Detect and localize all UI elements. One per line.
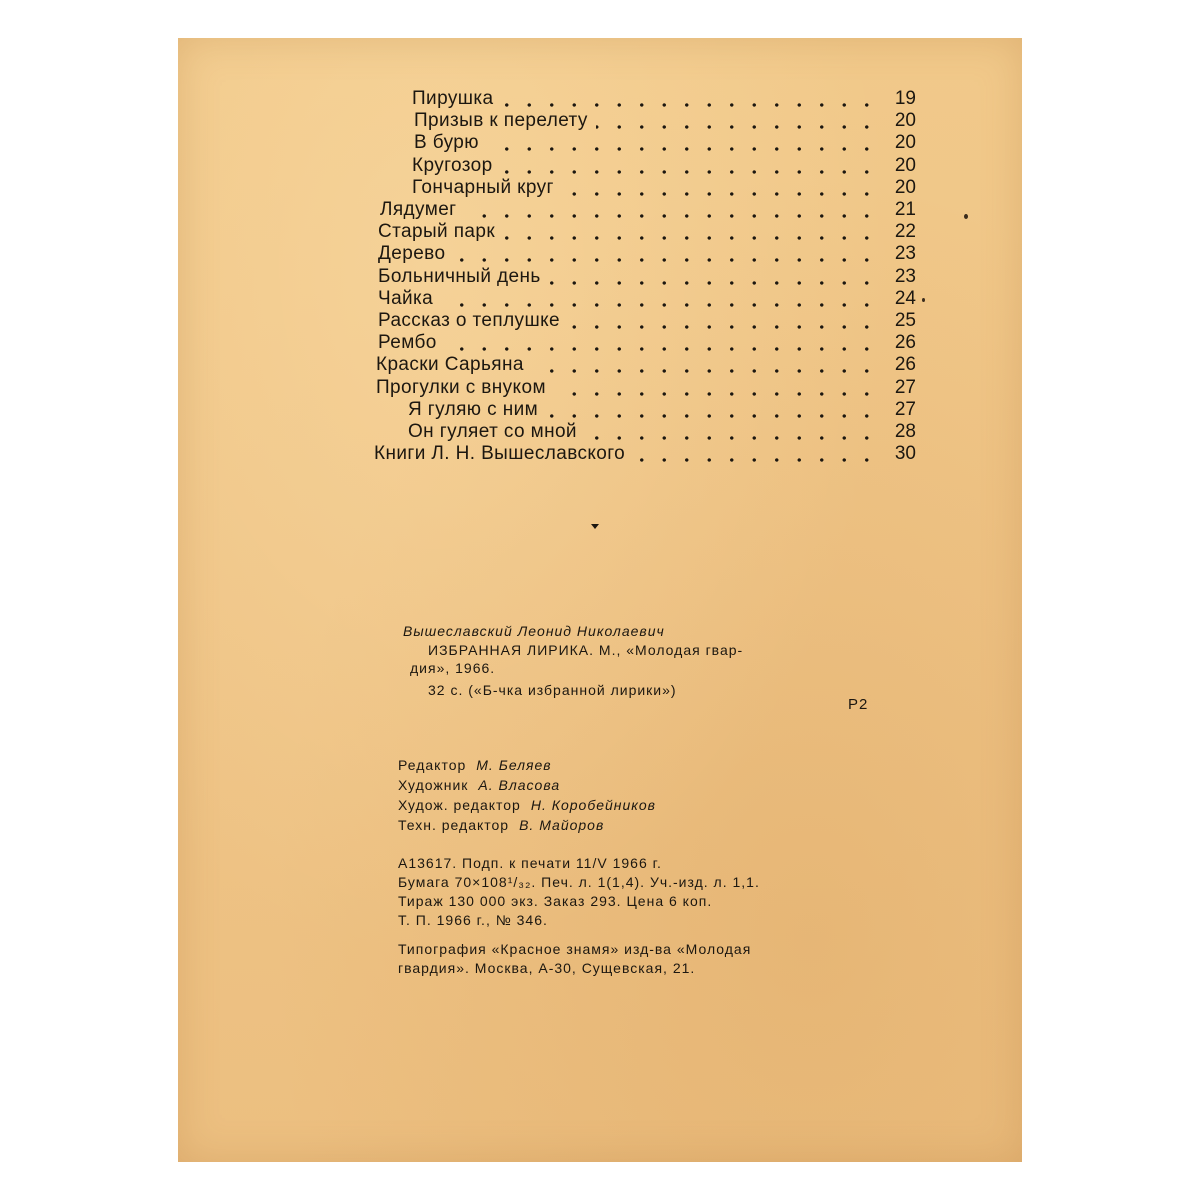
toc-title: Лядумег <box>380 199 457 220</box>
toc-page-number: 20 <box>894 154 916 176</box>
toc-title: Призыв к перелету <box>414 110 588 132</box>
credit-role: Худож. редактор <box>398 797 521 813</box>
toc-title: Старый парк <box>378 221 496 243</box>
toc-page-number: 27 <box>894 398 916 420</box>
printer-line: гвардия». Москва, А-30, Сущевская, 21. <box>398 960 696 976</box>
toc-page-number: 24 <box>894 287 916 309</box>
toc-title: Дерево <box>378 243 446 265</box>
toc-title: Книги Л. Н. Вышеславского <box>374 443 626 465</box>
series-line: 32 с. («Б-чка избранной лирики») <box>428 682 677 698</box>
toc-page-number: 26 <box>894 332 916 354</box>
toc-page-number: 21 <box>894 199 916 220</box>
toc-title: Больничный день <box>378 265 541 287</box>
print-info-line: А13617. Подп. к печати 11/V 1966 г. <box>398 855 662 871</box>
toc-title: Он гуляет со мной <box>408 421 577 442</box>
toc-page-number: 23 <box>894 243 916 265</box>
print-info-line: Тираж 130 000 экз. Заказ 293. Цена 6 коп. <box>398 893 713 909</box>
credit-name: В. Майоров <box>519 817 605 833</box>
toc-page-number: 20 <box>894 110 916 132</box>
print-info-line: Т. П. 1966 г., № 346. <box>398 912 548 928</box>
toc-page-number: 19 <box>894 88 916 109</box>
toc-title: В бурю <box>414 132 479 154</box>
toc-title: Рембо <box>378 332 437 354</box>
credit-name: А. Власова <box>478 777 561 793</box>
index-code: Р2 <box>848 696 869 713</box>
toc-title: Краски Сарьяна <box>376 354 524 376</box>
credit-line <box>398 756 552 774</box>
toc-page-number: 30 <box>894 443 916 465</box>
toc-page-number: 22 <box>894 221 916 243</box>
toc-title: Кругозор <box>412 154 493 176</box>
toc-page-number: 20 <box>894 176 916 198</box>
imprint <box>178 38 1022 1162</box>
book-page <box>178 38 1022 1162</box>
toc-title: Чайка <box>378 287 434 309</box>
book-title-line: ИЗБРАННАЯ ЛИРИКА. М., «Молодая гвар- <box>428 642 744 658</box>
toc-page-number: 25 <box>894 310 916 331</box>
printer-line: Типография «Красное знамя» изд-ва «Молодая <box>398 941 752 957</box>
credit-role: Художник <box>398 777 469 793</box>
toc-page-number: 23 <box>894 265 916 287</box>
toc-title: Прогулки с внуком <box>376 376 546 398</box>
book-title-line: дия», 1966. <box>410 660 496 676</box>
toc-page-number: 28 <box>894 421 916 442</box>
print-info-line: Бумага 70×108¹/₃₂. Печ. л. 1(1,4). Уч.-изд. л. 1,1. <box>398 874 760 890</box>
credit-name: Н. Коробейников <box>530 797 656 813</box>
toc-title: Гончарный круг <box>412 176 554 198</box>
toc-page-number: 27 <box>894 376 916 398</box>
toc-title: Рассказ о теплушке <box>378 310 560 331</box>
credit-line <box>398 776 560 794</box>
toc-page-number: 20 <box>894 132 916 154</box>
toc-title: Пирушка <box>412 88 494 109</box>
credit-role: Редактор <box>398 757 467 773</box>
credit-line <box>398 796 656 814</box>
credit-name: М. Беляев <box>476 757 552 773</box>
toc-title: Я гуляю с ним <box>408 398 539 420</box>
credit-line <box>398 816 604 834</box>
credit-role: Техн. редактор <box>398 817 510 833</box>
toc-page-number: 26 <box>894 354 916 376</box>
author-name: Вышеславский Леонид Николаевич <box>403 623 665 639</box>
